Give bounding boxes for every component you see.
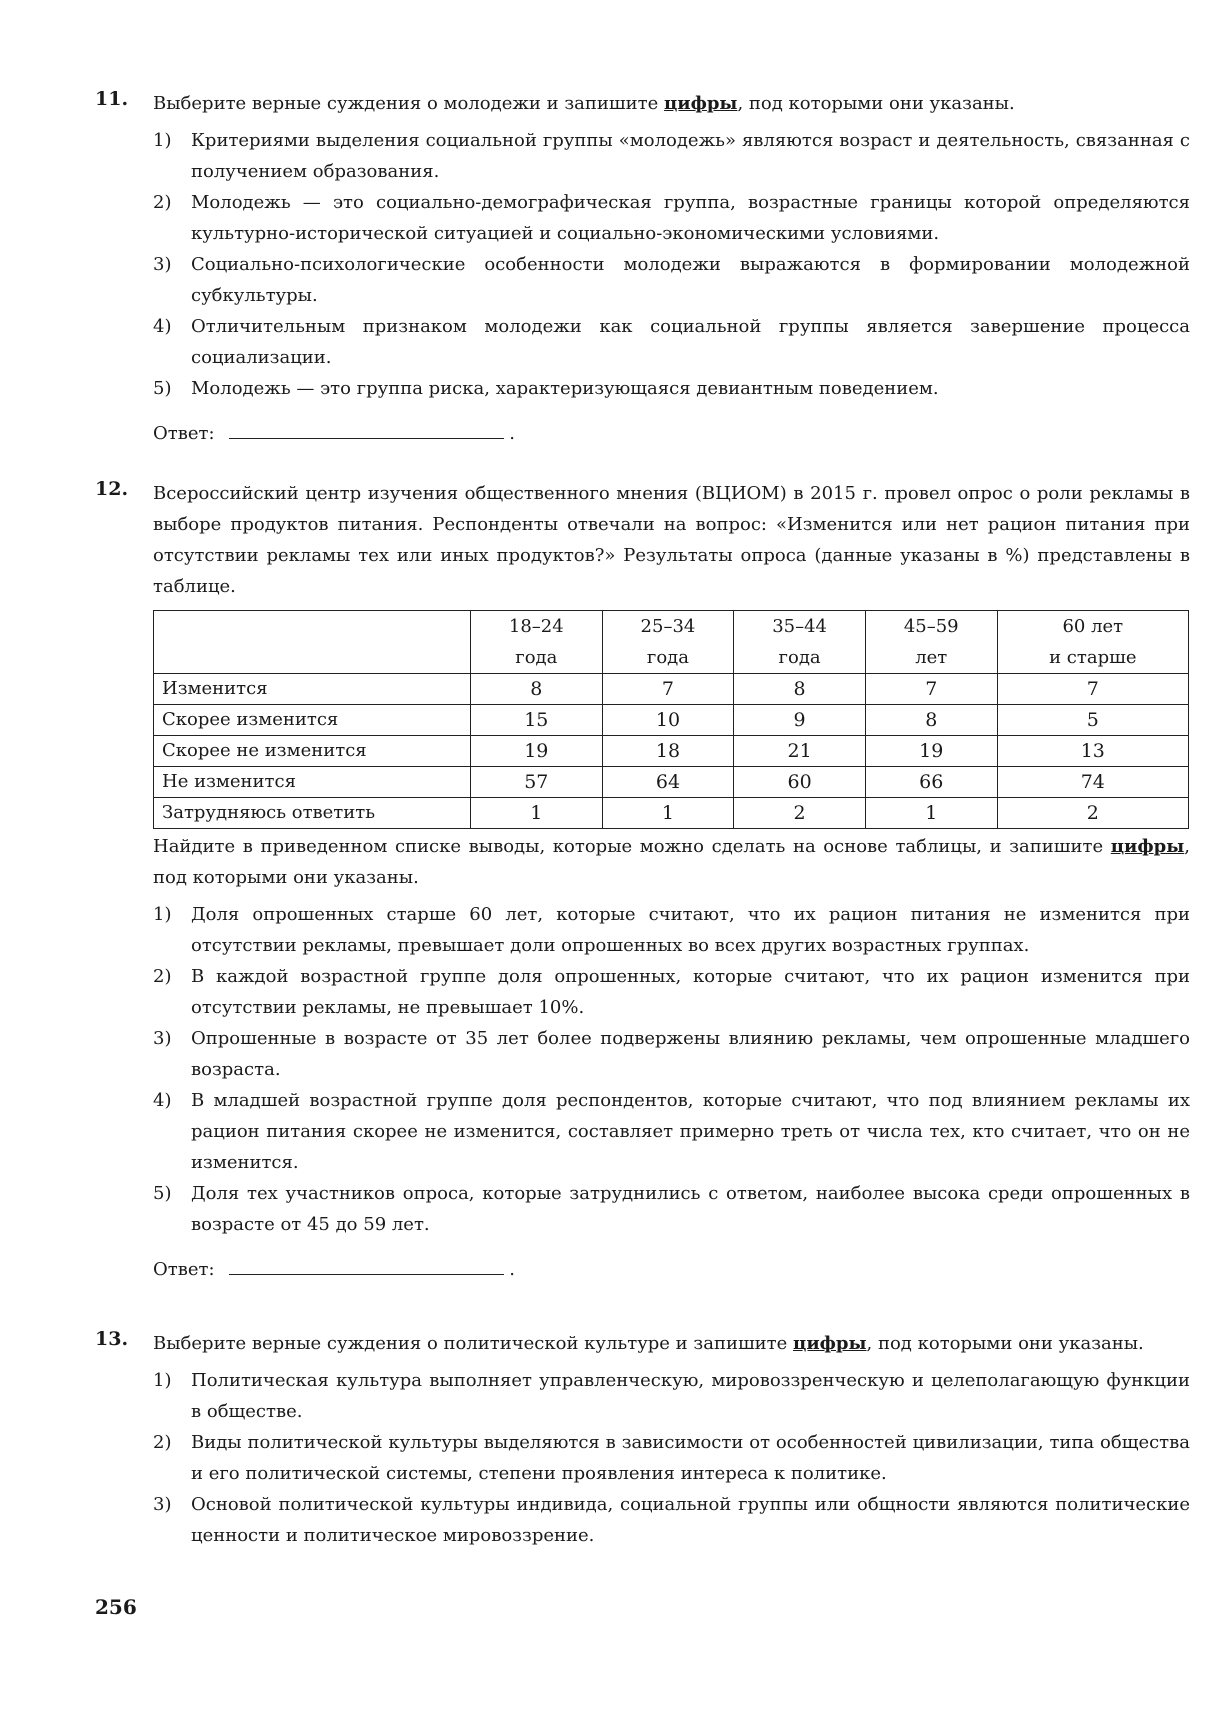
table-cell: 10: [602, 705, 734, 736]
question-number: 13.: [95, 1328, 129, 1350]
question-number: 11.: [95, 88, 129, 110]
question-text-part: , под которыми они указаны.: [153, 836, 1190, 888]
question-text-part: , под которыми они указаны.: [737, 93, 1015, 114]
option-item: [153, 1365, 1190, 1427]
table-cell: 1: [602, 798, 734, 829]
table-header-row: [154, 611, 1189, 674]
option-text: Критериями выделения социальной группы «молодежь» являются возраст и деятельность, связанная с получением образования.: [191, 130, 1190, 182]
option-text: Социально-психологические особенности молодежи выражаются в формировании молодежной субкультуры.: [191, 254, 1190, 306]
answer-row: Ответ: .: [153, 418, 1190, 449]
row-label: Скорее изменится: [154, 705, 471, 736]
option-text: Виды политической культуры выделяются в зависимости от особенностей цивилизации, типа общества и его политической системы, степени проявления интереса к политике.: [191, 1432, 1190, 1484]
question-12: [95, 478, 1190, 1285]
table-cell: 2: [734, 798, 866, 829]
option-text: В каждой возрастной группе доля опрошенных, которые считают, что их рацион изменится при отсутствии рекламы, не превышает 10%.: [191, 966, 1190, 1018]
table-header-cell: [602, 611, 734, 674]
option-number: 4): [153, 1090, 172, 1111]
survey-table: [153, 610, 1189, 829]
header-line: года: [778, 647, 821, 668]
table-cell: 1: [865, 798, 997, 829]
option-item: [153, 1023, 1190, 1085]
option-text: Молодежь — это социально-демографическая группа, возрастные границы которой определяются культурно-исторической ситуацией и социально-экономическими условиями.: [191, 192, 1190, 244]
table-cell: 9: [734, 705, 866, 736]
options-list: [153, 1365, 1190, 1551]
header-line: лет: [915, 647, 948, 668]
table-cell: 19: [471, 736, 603, 767]
option-item: [153, 249, 1190, 311]
question-text: Всероссийский центр изучения общественного мнения (ВЦИОМ) в 2015 г. провел опрос о роли рекламы в выборе продуктов питания. Респонденты отвечали на вопрос: «Изменится или нет рацион питания при отсутствии рекламы тех или иных продуктов?» Результаты опроса (данные указаны в %) представлены в таблице.: [153, 483, 1190, 597]
table-cell: 18: [602, 736, 734, 767]
answer-row: Ответ: .: [153, 1254, 1190, 1285]
table-row: [154, 705, 1189, 736]
option-item: [153, 961, 1190, 1023]
table-cell: 64: [602, 767, 734, 798]
table-cell: 21: [734, 736, 866, 767]
emphasis-word: цифры: [663, 93, 738, 114]
question-text: [153, 1328, 1190, 1359]
option-text: Политическая культура выполняет управленческую, мировоззренческую и целеполагающую функции в обществе.: [191, 1370, 1190, 1422]
table-header-cell: [734, 611, 866, 674]
table-cell: 7: [865, 674, 997, 705]
option-item: [153, 1489, 1190, 1551]
option-item: [153, 1085, 1190, 1178]
table-cell: 8: [734, 674, 866, 705]
emphasis-word: цифры: [1110, 836, 1185, 857]
option-number: 2): [153, 966, 172, 987]
question-number: 12.: [95, 478, 129, 500]
option-text: Отличительным признаком молодежи как социальной группы является завершение процесса социализации.: [191, 316, 1190, 368]
table-cell: 8: [865, 705, 997, 736]
header-line: 25–34: [640, 616, 696, 637]
option-text: Доля опрошенных старше 60 лет, которые считают, что их рацион питания не изменится при отсутствии рекламы, превышает доли опрошенных во всех других возрастных группах.: [191, 904, 1190, 956]
question-instruction: [153, 831, 1190, 893]
answer-label: Ответ:: [153, 1259, 215, 1280]
options-list: [153, 899, 1190, 1240]
header-line: 60 лет: [1062, 616, 1124, 637]
table-row: [154, 767, 1189, 798]
option-text: Опрошенные в возрасте от 35 лет более подвержены влиянию рекламы, чем опрошенные младшего возраста.: [191, 1028, 1190, 1080]
table-row: [154, 798, 1189, 829]
table-row: [154, 674, 1189, 705]
option-item: [153, 1178, 1190, 1240]
table-cell: 5: [997, 705, 1188, 736]
option-item: [153, 311, 1190, 373]
header-line: года: [515, 647, 558, 668]
table-cell: 74: [997, 767, 1188, 798]
table-cell: 57: [471, 767, 603, 798]
question-text-part: , под которыми они указаны.: [866, 1333, 1144, 1354]
table-header-cell: [471, 611, 603, 674]
option-number: 1): [153, 1370, 172, 1391]
question-text-part: Выберите верные суждения о политической культуре и запишите: [153, 1333, 794, 1354]
option-text: Доля тех участников опроса, которые затруднились с ответом, наиболее высока среди опрошенных в возрасте от 45 до 59 лет.: [191, 1183, 1190, 1235]
option-number: 5): [153, 1183, 172, 1204]
option-number: 1): [153, 130, 172, 151]
option-number: 4): [153, 316, 172, 337]
option-item: [153, 373, 1190, 404]
table-cell: 13: [997, 736, 1188, 767]
header-line: 35–44: [772, 616, 827, 637]
option-item: [153, 899, 1190, 961]
table-cell: 66: [865, 767, 997, 798]
option-item: [153, 187, 1190, 249]
question-13: [95, 1328, 1190, 1551]
table-cell: 8: [471, 674, 603, 705]
table-header-cell: [997, 611, 1188, 674]
option-text: В младшей возрастной группе доля респондентов, которые считают, что под влиянием рекламы их рацион питания скорее не изменится, составляет примерно треть от числа тех, кто считает, что он не изменится.: [191, 1090, 1190, 1173]
option-number: 3): [153, 1028, 172, 1049]
option-number: 3): [153, 254, 172, 275]
option-item: [153, 125, 1190, 187]
question-11: [95, 88, 1190, 449]
option-text: Молодежь — это группа риска, характеризующаяся девиантным поведением.: [191, 378, 939, 399]
table-header-cell: [865, 611, 997, 674]
header-line: 45–59: [903, 616, 959, 637]
table-cell: 60: [734, 767, 866, 798]
header-line: года: [646, 647, 689, 668]
option-number: 5): [153, 378, 172, 399]
row-label: Не изменится: [154, 767, 471, 798]
table-row: [154, 736, 1189, 767]
table-cell: 19: [865, 736, 997, 767]
row-label: Изменится: [154, 674, 471, 705]
answer-label: Ответ:: [153, 423, 215, 444]
option-text: Основой политической культуры индивида, социальной группы или общности являются политические ценности и политическое мировоззрение.: [191, 1494, 1190, 1546]
option-number: 2): [153, 1432, 172, 1453]
table-cell: 7: [602, 674, 734, 705]
table-cell: 1: [471, 798, 603, 829]
option-number: 2): [153, 192, 172, 213]
emphasis-word: цифры: [793, 1333, 867, 1354]
header-line: 18–24: [508, 616, 564, 637]
option-item: [153, 1427, 1190, 1489]
option-number: 1): [153, 904, 172, 925]
question-text-part: Выберите верные суждения о молодежи и запишите: [153, 93, 664, 114]
page-number: 256: [95, 1595, 137, 1619]
row-label: Скорее не изменится: [154, 736, 471, 767]
answer-field[interactable]: [229, 418, 504, 439]
options-list: [153, 125, 1190, 404]
question-text: [153, 88, 1190, 119]
table-cell: 7: [997, 674, 1188, 705]
answer-field[interactable]: [229, 1254, 504, 1275]
table-cell: 15: [471, 705, 603, 736]
row-label: Затрудняюсь ответить: [154, 798, 471, 829]
question-text-part: Найдите в приведенном списке выводы, которые можно сделать на основе таблицы, и запишите: [153, 836, 1111, 857]
header-line: и старше: [1049, 647, 1137, 668]
table-cell: 2: [997, 798, 1188, 829]
table-corner-cell: [154, 611, 471, 674]
option-number: 3): [153, 1494, 172, 1515]
